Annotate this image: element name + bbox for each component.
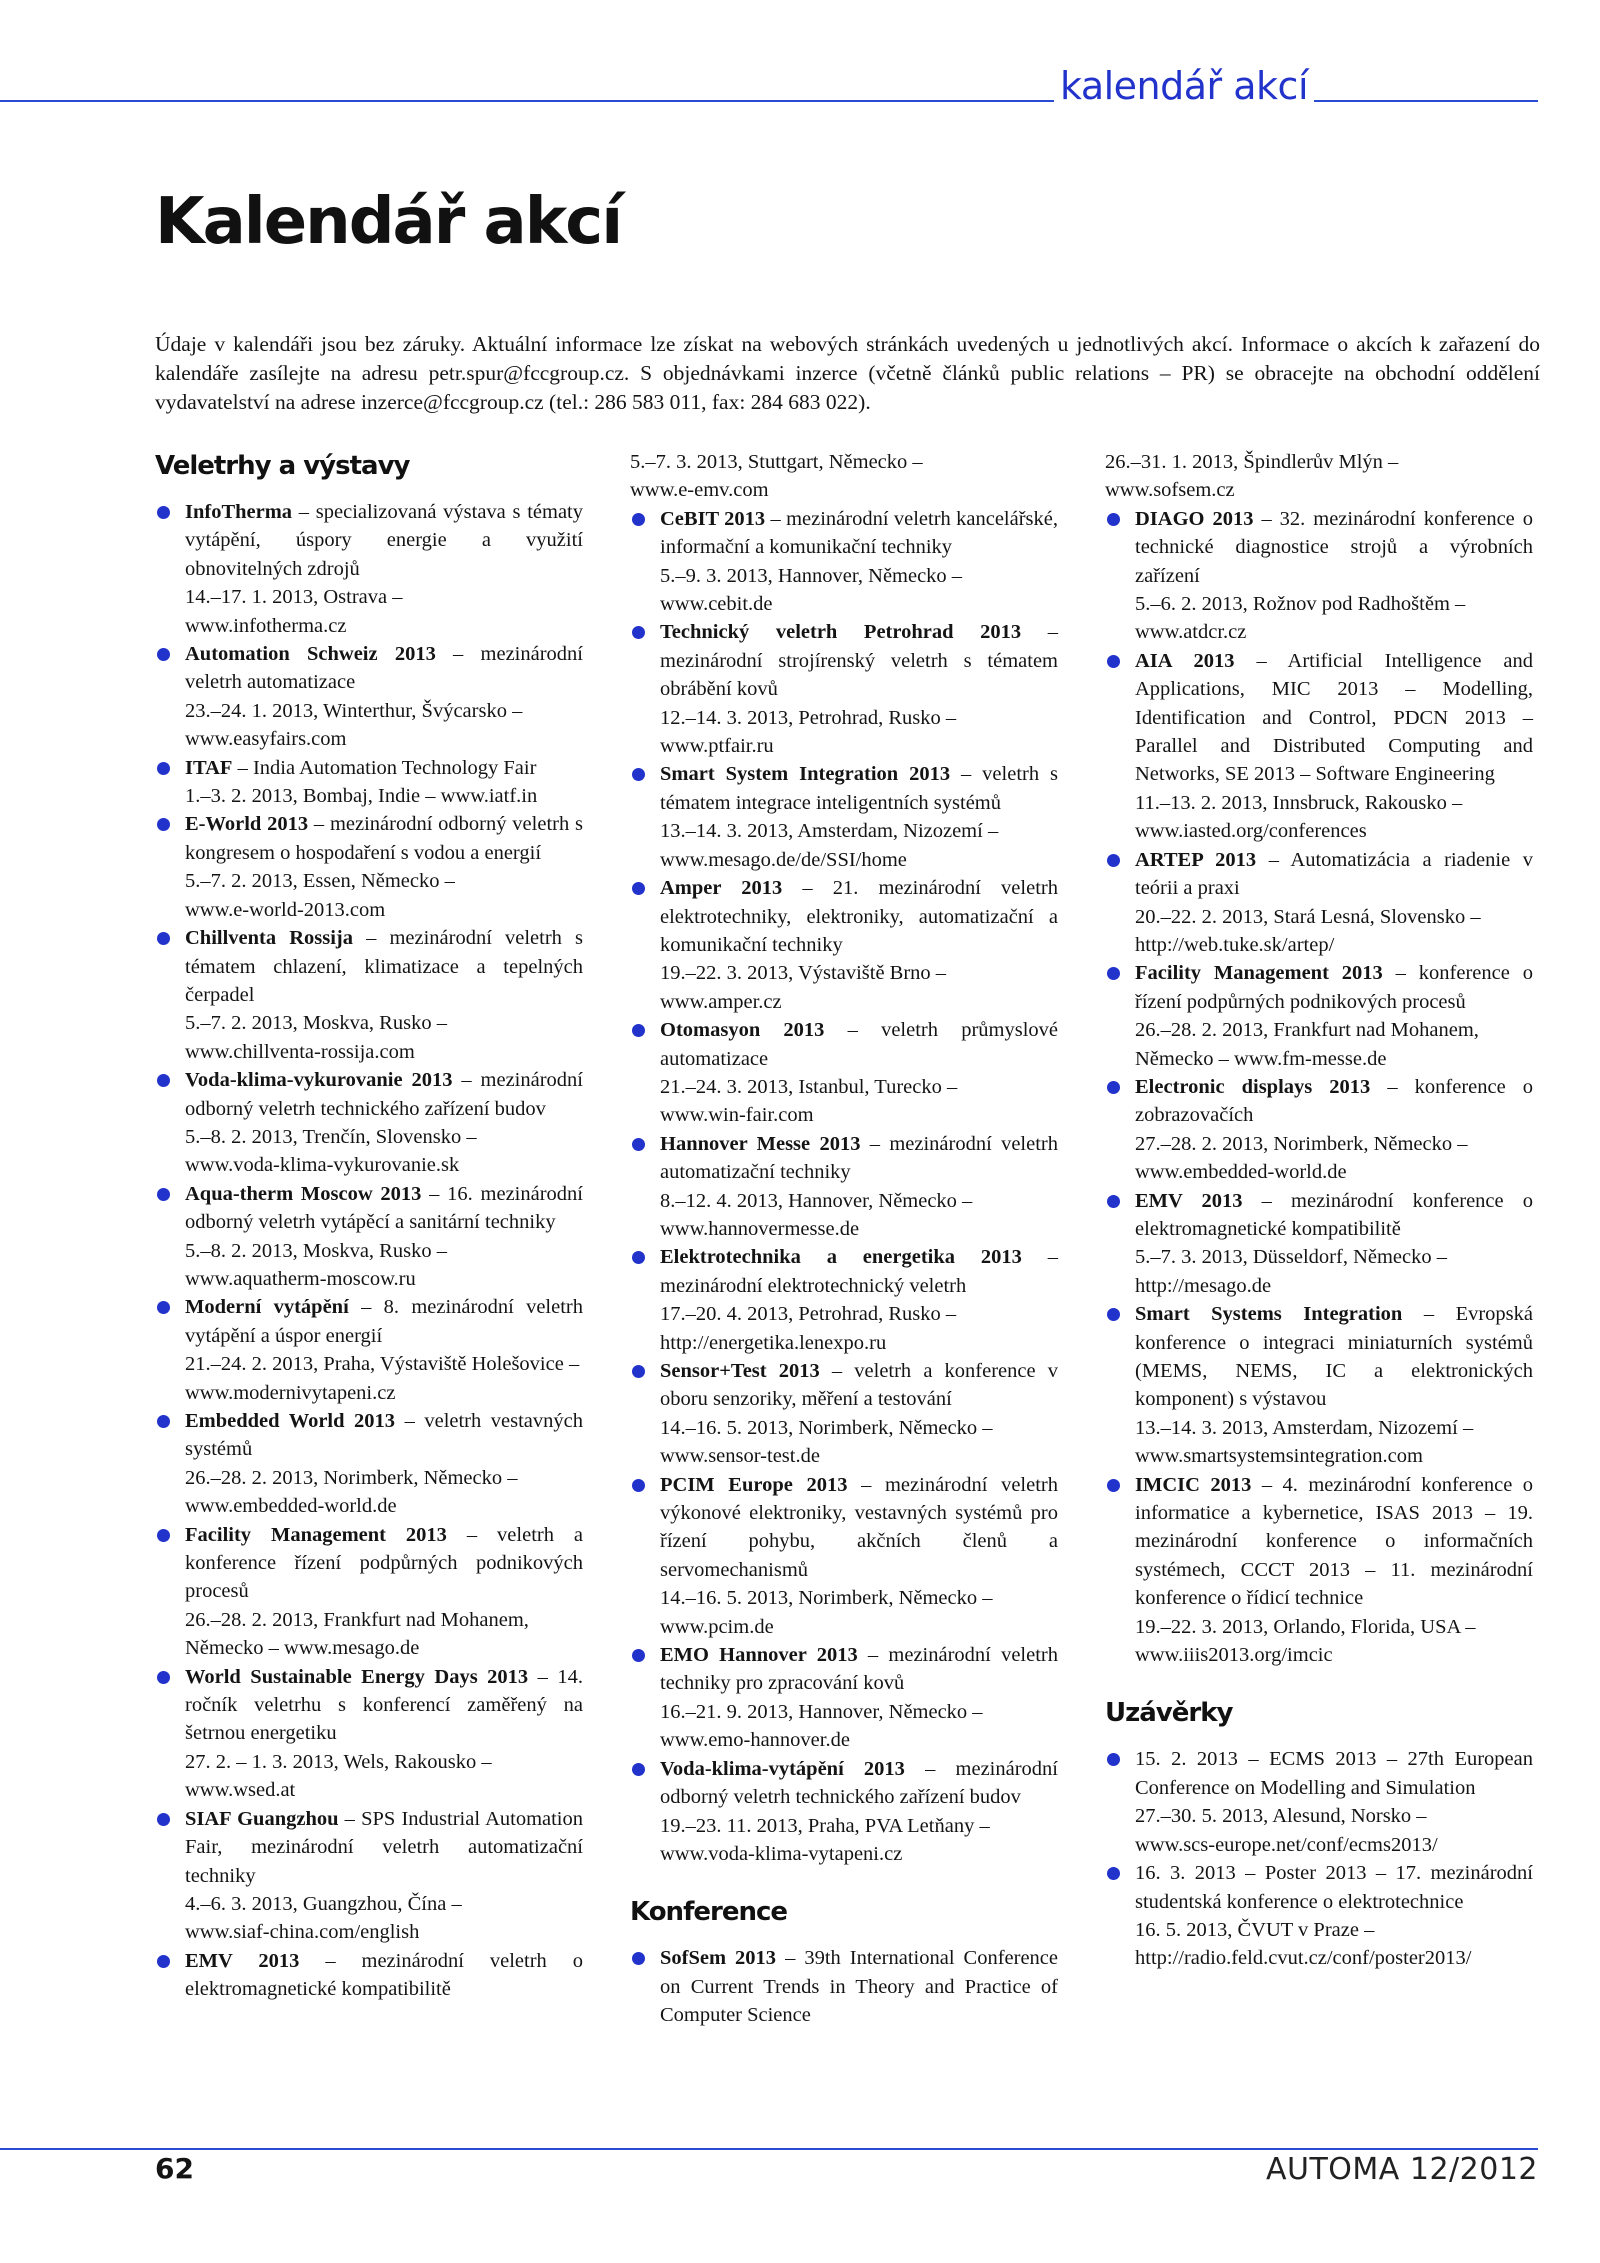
bullet-icon	[1107, 655, 1120, 668]
event-name: ITAF	[185, 756, 233, 779]
bullet-icon	[157, 932, 170, 945]
event-entry	[155, 1805, 583, 1947]
event-name: Sensor+Test 2013	[660, 1360, 820, 1382]
entry-description	[660, 760, 1058, 817]
entry-detail: 19.–23. 11. 2013, Praha, PVA Letňany –	[660, 1814, 990, 1837]
entry-detail[interactable]: http://mesago.de	[1135, 1274, 1272, 1297]
entry-detail: 5.–9. 3. 2013, Hannover, Německo –	[660, 564, 963, 587]
entry-detail: 5.–8. 2. 2013, Moskva, Rusko –	[185, 1239, 447, 1262]
event-entry	[1105, 1073, 1533, 1187]
event-description: – India Automation Technology Fair	[232, 756, 537, 779]
entry-detail[interactable]: 26.–28. 2. 2013, Frankfurt nad Mohanem, Německo – www.mesago.de	[185, 1608, 529, 1660]
entry-detail[interactable]: www.ptfair.ru	[660, 735, 774, 758]
event-entry	[155, 1293, 583, 1407]
event-entry	[155, 810, 583, 924]
entry-description	[1135, 1471, 1533, 1613]
heading-deadlines: Uzávěrky	[1105, 1698, 1233, 1729]
entry-detail[interactable]: www.atdcr.cz	[1135, 621, 1247, 644]
event-name: Automation Schweiz 2013	[185, 643, 436, 666]
entry-detail: 13.–14. 3. 2013, Amsterdam, Nizozemí –	[1135, 1416, 1474, 1439]
deadlines-list	[1105, 1745, 1533, 1972]
continued-entry	[1105, 448, 1533, 505]
entry-detail: 8.–12. 4. 2013, Hannover, Německo –	[660, 1189, 973, 1212]
bullet-icon	[157, 1188, 170, 1201]
event-description: 15. 2. 2013 – ECMS 2013 – 27th European Conference on Modelling and Simulation	[1135, 1748, 1533, 1799]
fairs-list-continued	[630, 505, 1058, 1869]
bullet-icon	[632, 1024, 645, 1037]
event-entry	[1105, 1859, 1533, 1973]
event-description: – 16. mezinárodní odborný veletrh vytápěcí a sanitární techniky	[185, 1182, 583, 1234]
bullet-icon	[632, 1952, 645, 1965]
entry-detail[interactable]: www.e-world-2013.com	[185, 898, 386, 921]
event-entry	[1105, 1745, 1533, 1859]
entry-detail[interactable]: www.voda-klima-vykurovanie.sk	[185, 1154, 460, 1177]
entry-detail: 27.–30. 5. 2013, Alesund, Norsko –	[1135, 1805, 1427, 1828]
event-name: ARTEP 2013	[1135, 848, 1257, 871]
entry-description	[660, 1944, 1058, 2029]
bullet-icon	[1107, 1479, 1120, 1492]
entry-detail[interactable]: www.cebit.de	[660, 593, 773, 616]
event-name: Voda-klima-vytápění 2013	[660, 1757, 905, 1780]
event-description: – veletrh s tématem integrace inteligentních systémů	[660, 763, 1058, 814]
entry-detail: 5.–7. 2. 2013, Moskva, Rusko –	[185, 1012, 447, 1035]
event-description: – veletrh a konference v oboru senzoriky, měření a testování	[660, 1360, 1058, 1411]
entry-detail: 5.–7. 3. 2013, Stuttgart, Německo –	[630, 451, 923, 473]
bullet-icon	[157, 762, 170, 775]
entry-description	[185, 498, 583, 583]
event-entry	[1105, 959, 1533, 1073]
event-name: Otomasyon 2013	[660, 1019, 825, 1042]
entry-description	[660, 874, 1058, 959]
event-entry	[1105, 647, 1533, 846]
event-entry	[155, 1407, 583, 1521]
entry-detail: 17.–20. 4. 2013, Petrohrad, Rusko –	[660, 1303, 957, 1326]
event-description: – mezinárodní elektrotechnický veletrh	[660, 1246, 1058, 1297]
entry-description	[185, 1293, 583, 1350]
entry-detail: 14.–17. 1. 2013, Ostrava –	[185, 586, 403, 609]
entry-description	[185, 1407, 583, 1464]
entry-detail[interactable]: www.embedded-world.de	[185, 1495, 397, 1518]
entry-detail: 21.–24. 3. 2013, Istanbul, Turecko –	[660, 1075, 958, 1098]
column-2	[630, 448, 1058, 2030]
event-name: Moderní vytápění	[185, 1296, 349, 1319]
event-name: Amper 2013	[660, 877, 783, 900]
entry-description	[660, 1755, 1058, 1812]
entry-detail[interactable]: http://web.tuke.sk/artep/	[1135, 933, 1335, 956]
event-name: IMCIC 2013	[1135, 1473, 1252, 1496]
entry-detail: 27.–28. 2. 2013, Norimberk, Německo –	[1135, 1132, 1468, 1155]
entry-detail: 23.–24. 1. 2013, Winterthur, Švýcarsko –	[185, 699, 523, 722]
event-entry	[1105, 1471, 1533, 1670]
entry-detail: 20.–22. 2. 2013, Stará Lesná, Slovensko –	[1135, 905, 1481, 928]
bullet-icon	[632, 1649, 645, 1662]
event-name: Embedded World 2013	[185, 1410, 396, 1432]
bullet-icon	[632, 1365, 645, 1378]
entry-detail[interactable]: www.sofsem.cz	[1105, 479, 1235, 502]
entry-detail: 5.–8. 2. 2013, Trenčín, Slovensko –	[185, 1125, 477, 1148]
event-description: – Evropská konference o integraci miniaturních systémů (MEMS, NEMS, IC a elektronických komponent) s výstavou	[1135, 1303, 1533, 1411]
event-name: Voda-klima-vykurovanie 2013	[185, 1069, 453, 1092]
event-entry	[630, 505, 1058, 619]
entry-description	[185, 1663, 583, 1748]
bullet-icon	[1107, 967, 1120, 980]
column-1	[155, 448, 583, 2004]
event-description: – veletrh průmyslové automatizace	[660, 1019, 1058, 1070]
entry-description	[1135, 505, 1533, 590]
event-entry	[155, 498, 583, 640]
entry-description	[185, 1180, 583, 1237]
event-name: PCIM Europe 2013	[660, 1473, 848, 1496]
event-entry	[630, 1944, 1058, 2029]
event-description: – 8. mezinárodní veletrh vytápění a úspor energií	[185, 1296, 583, 1347]
event-description: – 32. mezinárodní konference o technické diagnostice strojů a výrobních zařízení	[1135, 507, 1533, 587]
entry-detail[interactable]: 26.–28. 2. 2013, Frankfurt nad Mohanem, Německo – www.fm-messe.de	[1135, 1019, 1479, 1070]
entry-description	[185, 1947, 583, 2004]
entry-description	[1135, 846, 1533, 903]
event-description: – mezinárodní strojírenský veletrh s tématem obrábění kovů	[660, 621, 1058, 701]
entry-detail[interactable]: www.chillventa-rossija.com	[185, 1040, 415, 1063]
bullet-icon	[632, 1763, 645, 1776]
bullet-icon	[1107, 1308, 1120, 1321]
event-description: 16. 3. 2013 – Poster 2013 – 17. mezinárodní studentská konference o elektrotechnice	[1135, 1862, 1533, 1913]
event-entry	[155, 1180, 583, 1294]
entry-detail: 19.–22. 3. 2013, Výstaviště Brno –	[660, 962, 947, 985]
event-entry	[630, 1016, 1058, 1130]
entry-detail: 11.–13. 2. 2013, Innsbruck, Rakousko –	[1135, 791, 1463, 814]
entry-description	[660, 1016, 1058, 1073]
conferences-list-continued	[1105, 505, 1533, 1670]
event-description: – SPS Industrial Automation Fair, mezinárodní veletrh automatizační techniky	[185, 1807, 584, 1887]
event-name: AIA 2013	[1135, 649, 1235, 672]
event-description: – mezinárodní odborný veletrh s kongresem o hospodaření s vodou a energií	[185, 813, 583, 864]
bullet-icon	[157, 1955, 170, 1968]
bullet-icon	[632, 513, 645, 526]
bullet-icon	[632, 626, 645, 639]
entry-description	[660, 505, 1058, 562]
event-name: SIAF Guangzhou	[185, 1807, 339, 1830]
bullet-icon	[157, 1529, 170, 1542]
event-name: E-World 2013	[185, 813, 309, 836]
entry-detail[interactable]: www.easyfairs.com	[185, 728, 347, 751]
event-description: – mezinárodní veletrh s tématem chlazení, klimatizace a tepelných čerpadel	[185, 927, 583, 1006]
entry-detail: 26.–31. 1. 2013, Špindlerův Mlýn –	[1105, 451, 1399, 473]
event-entry	[155, 1663, 583, 1805]
entry-detail: 16.–21. 9. 2013, Hannover, Německo –	[660, 1700, 983, 1723]
event-description: – 4. mezinárodní konference o informatice a kybernetice, ISAS 2013 – 19. mezinárodní konference o informačních systémech, CCCT 2013 – 11. mezinárodní konference o řídicí technice	[1135, 1473, 1533, 1610]
entry-description	[660, 1130, 1058, 1187]
event-entry	[1105, 505, 1533, 647]
entry-detail[interactable]: http://energetika.lenexpo.ru	[660, 1331, 887, 1354]
entry-detail[interactable]: www.siaf-china.com/english	[185, 1921, 420, 1944]
bottom-rule	[0, 2148, 1538, 2150]
bullet-icon	[1107, 854, 1120, 867]
event-description: – veletrh a konference řízení podpůrných podnikových procesů	[185, 1523, 583, 1603]
event-description: – konference o zobrazovačích	[1135, 1075, 1533, 1127]
event-description: – specializovaná výstava s tématy vytápění, úspory energie a využití obnovitelných zdrojů	[185, 501, 583, 580]
event-name: InfoTherma	[185, 501, 293, 523]
event-description: – mezinárodní odborný veletrh technického zařízení budov	[185, 1069, 583, 1120]
bullet-icon	[157, 1074, 170, 1087]
event-entry	[630, 1130, 1058, 1244]
entry-detail: 14.–16. 5. 2013, Norimberk, Německo –	[660, 1587, 993, 1610]
event-description: – mezinárodní odborný veletrh technického zařízení budov	[660, 1757, 1058, 1809]
entry-detail[interactable]: www.pcim.de	[660, 1615, 774, 1638]
event-name: DIAGO 2013	[1135, 507, 1254, 530]
entry-detail[interactable]: www.scs-europe.net/conf/ecms2013/	[1135, 1833, 1438, 1856]
bullet-icon	[157, 1671, 170, 1684]
event-name: World Sustainable Energy Days 2013	[185, 1665, 529, 1688]
entry-detail: 16. 5. 2013, ČVUT v Praze –	[1135, 1918, 1375, 1941]
entry-description	[660, 618, 1058, 703]
entry-detail[interactable]: www.e-emv.com	[630, 479, 769, 502]
event-entry	[1105, 1187, 1533, 1301]
entry-description	[660, 1243, 1058, 1300]
entry-description	[1135, 1745, 1533, 1802]
entry-detail: 14.–16. 5. 2013, Norimberk, Německo –	[660, 1416, 993, 1439]
entry-detail[interactable]: www.hannovermesse.de	[660, 1217, 860, 1240]
entry-detail[interactable]: www.sensor-test.de	[660, 1445, 820, 1468]
event-description: – 39th International Conference on Current Trends in Theory and Practice of Computer Science	[660, 1947, 1058, 2027]
entry-detail: 27. 2. – 1. 3. 2013, Wels, Rakousko –	[185, 1750, 492, 1773]
heading-conferences: Konference	[630, 1897, 788, 1928]
event-name: Aqua-therm Moscow 2013	[185, 1182, 422, 1205]
event-entry	[155, 1066, 583, 1180]
magazine-issue: AUTOMA 12/2012	[1266, 2152, 1538, 2187]
entry-detail: 5.–6. 2. 2013, Rožnov pod Radhoštěm –	[1135, 593, 1466, 616]
event-name: Smart Systems Integration	[1135, 1303, 1403, 1326]
event-name: Facility Management 2013	[185, 1523, 447, 1546]
entry-description	[185, 640, 583, 697]
event-name: Technický veletrh Petrohrad 2013	[660, 621, 1022, 644]
event-name: Elektrotechnika a energetika 2013	[660, 1246, 1022, 1269]
event-entry	[155, 1947, 583, 2004]
heading-fairs: Veletrhy a výstavy	[155, 451, 410, 481]
entry-description	[660, 1471, 1058, 1585]
entry-detail[interactable]: www.wsed.at	[185, 1779, 296, 1802]
entry-description	[185, 1805, 583, 1890]
entry-detail[interactable]: www.iasted.org/conferences	[1135, 820, 1367, 843]
bullet-icon	[632, 1479, 645, 1492]
entry-detail: 5.–7. 2. 2013, Essen, Německo –	[185, 870, 455, 893]
event-description: – mezinárodní veletrh techniky pro zpracování kovů	[660, 1644, 1058, 1695]
entry-description	[1135, 959, 1533, 1016]
entry-description	[1135, 1073, 1533, 1130]
event-name: EMV 2013	[185, 1949, 300, 1972]
event-description: – mezinárodní veletrh automatizační techniky	[660, 1132, 1058, 1184]
entry-detail: 26.–28. 2. 2013, Norimberk, Německo –	[185, 1466, 518, 1489]
event-name: Facility Management 2013	[1135, 962, 1383, 985]
entry-detail[interactable]: www.smartsystemsintegration.com	[1135, 1445, 1423, 1468]
bullet-icon	[157, 506, 170, 519]
event-description: – mezinárodní veletrh o elektromagnetické kompatibilitě	[185, 1949, 583, 2001]
bullet-icon	[1107, 1753, 1120, 1766]
section-label: kalendář akcí	[1054, 64, 1314, 108]
event-description: – mezinárodní konference o elektromagnetické kompatibilitě	[1135, 1189, 1533, 1240]
event-name: EMV 2013	[1135, 1189, 1243, 1212]
event-name: Smart System Integration 2013	[660, 763, 951, 786]
event-entry	[155, 1521, 583, 1663]
bullet-icon	[632, 1251, 645, 1264]
entry-description	[660, 1641, 1058, 1698]
bullet-icon	[157, 1415, 170, 1428]
entry-detail: 12.–14. 3. 2013, Petrohrad, Rusko –	[660, 706, 957, 729]
event-description: – Automatizácia a riadenie v teórii a praxi	[1135, 848, 1533, 900]
event-name: Chillventa Rossija	[185, 927, 353, 950]
bullet-icon	[157, 648, 170, 661]
entry-detail[interactable]: www.aquatherm-moscow.ru	[185, 1267, 416, 1290]
bullet-icon	[1107, 513, 1120, 526]
entry-detail[interactable]: 21.–24. 2. 2013, Praha, Výstaviště Holešovice – www.modernivytapeni.cz	[185, 1353, 580, 1404]
entry-description	[185, 924, 583, 1009]
page-number: 62	[155, 2152, 194, 2185]
entry-description	[185, 810, 583, 867]
event-description: – 14. ročník veletrhu s konferencí zaměřený na šetrnou energetiku	[185, 1665, 583, 1745]
entry-detail[interactable]: http://radio.feld.cvut.cz/conf/poster2013/	[1135, 1947, 1472, 1970]
entry-description	[185, 1521, 583, 1606]
event-description: – mezinárodní veletrh výkonové elektroniky, vestavných systémů pro řízení pohybu, akčních členů a servomechanismů	[660, 1473, 1058, 1581]
entry-detail[interactable]: www.embedded-world.de	[1135, 1161, 1347, 1184]
bullet-icon	[632, 882, 645, 895]
conferences-list	[630, 1944, 1058, 2029]
event-entry	[630, 1357, 1058, 1471]
event-entry	[630, 1755, 1058, 1869]
event-entry	[630, 1243, 1058, 1357]
entry-detail[interactable]: www.infotherma.cz	[185, 614, 347, 637]
entry-detail: 4.–6. 3. 2013, Guangzhou, Čína –	[185, 1892, 462, 1915]
event-description: – veletrh vestavných systémů	[185, 1410, 583, 1461]
entry-description	[1135, 647, 1533, 789]
entry-description	[185, 1066, 583, 1123]
event-name: SofSem 2013	[660, 1947, 777, 1970]
entry-description	[1135, 1187, 1533, 1244]
entry-detail[interactable]: www.emo-hannover.de	[660, 1729, 850, 1752]
entry-detail[interactable]: 1.–3. 2. 2013, Bombaj, Indie – www.iatf.in	[185, 785, 538, 808]
entry-detail[interactable]: www.mesago.de/de/SSI/home	[660, 848, 907, 871]
event-name: EMO Hannover 2013	[660, 1644, 858, 1667]
continued-entry	[630, 448, 1058, 505]
event-entry	[155, 924, 583, 1066]
event-description: – konference o řízení podpůrných podnikových procesů	[1135, 962, 1533, 1013]
bullet-icon	[157, 1813, 170, 1826]
entry-detail[interactable]: www.iiis2013.org/imcic	[1135, 1644, 1333, 1667]
entry-description	[1135, 1300, 1533, 1414]
event-entry	[630, 874, 1058, 1016]
column-3	[1105, 448, 1533, 1973]
entry-detail[interactable]: www.amper.cz	[660, 990, 782, 1013]
entry-description	[1135, 1859, 1533, 1916]
bullet-icon	[1107, 1081, 1120, 1094]
entry-detail[interactable]: www.voda-klima-vytapeni.cz	[660, 1842, 903, 1865]
fairs-list	[155, 498, 583, 2004]
event-entry	[1105, 846, 1533, 960]
entry-detail: 19.–22. 3. 2013, Orlando, Florida, USA –	[1135, 1615, 1476, 1638]
entry-detail: 13.–14. 3. 2013, Amsterdam, Nizozemí –	[660, 820, 999, 843]
entry-description	[660, 1357, 1058, 1414]
event-description: – Artificial Intelligence and Applications, MIC 2013 – Modelling, Identification and Control, PDCN 2013 – Parallel and Distributed Computing and Networks, SE 2013 – Software Engineering	[1135, 649, 1533, 786]
event-entry	[1105, 1300, 1533, 1470]
event-description: – 21. mezinárodní veletrh elektrotechniky, elektroniky, automatizační a komunikační techniky	[660, 877, 1058, 956]
event-name: CeBIT 2013	[660, 507, 766, 530]
event-entry	[155, 640, 583, 754]
event-description: – mezinárodní veletrh kancelářské, informační a komunikační techniky	[660, 507, 1058, 559]
entry-detail: 5.–7. 3. 2013, Düsseldorf, Německo –	[1135, 1246, 1448, 1269]
bullet-icon	[157, 1301, 170, 1314]
entry-detail[interactable]: www.win-fair.com	[660, 1104, 814, 1127]
event-entry	[630, 618, 1058, 760]
bullet-icon	[632, 1138, 645, 1151]
bullet-icon	[1107, 1867, 1120, 1880]
event-entry	[630, 760, 1058, 874]
event-description: – mezinárodní veletrh automatizace	[185, 643, 583, 694]
event-name: Hannover Messe 2013	[660, 1132, 861, 1155]
event-entry	[155, 754, 583, 811]
event-name: Electronic displays 2013	[1135, 1075, 1371, 1098]
bullet-icon	[1107, 1195, 1120, 1208]
bullet-icon	[632, 768, 645, 781]
event-entry	[630, 1471, 1058, 1641]
intro-paragraph: Údaje v kalendáři jsou bez záruky. Aktuální informace lze získat na webových stránkách uvedených u jednotlivých akcí. Informace o akcích k zařazení do kalendáře zasílejte na adresu petr.spur@fccgroup.cz. S objednávkami inzerce (včetně článků public relations – PR) se obracejte na obchodní oddělení vydavatelství na adrese inzerce@fccgroup.cz (tel.: 286 583 011, fax: 284 683 022).	[155, 332, 1540, 414]
entry-description	[185, 754, 583, 782]
page-title: Kalendář akcí	[155, 185, 622, 259]
bullet-icon	[157, 818, 170, 831]
event-entry	[630, 1641, 1058, 1755]
